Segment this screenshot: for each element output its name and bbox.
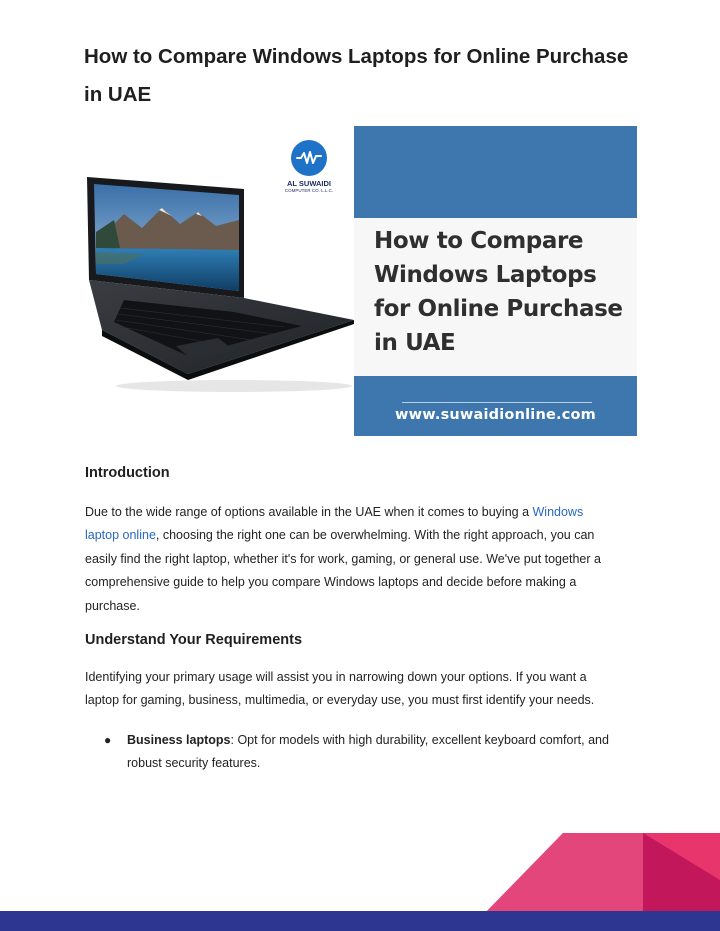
introduction-paragraph (85, 501, 645, 618)
page-title (84, 38, 654, 114)
hero-image (84, 124, 637, 436)
intro-text: comprehensive guide to help you compare Windows laptops and decide before making a (85, 575, 577, 590)
logo-name: AL SUWAIDI (286, 179, 332, 188)
footer-navy-bar (0, 911, 720, 931)
banner-headline-line: for Online Purchase (374, 296, 623, 322)
bullet-description: robust security features. (127, 756, 261, 771)
banner-headline-band (354, 218, 637, 376)
bullet-text (127, 729, 637, 776)
title-banner (354, 126, 637, 436)
banner-divider (402, 402, 592, 403)
intro-text: Due to the wide range of options available in the UAE when it comes to buying a (85, 505, 533, 519)
requirements-text: laptop for gaming, business, multimedia, or everyday use, you must first identify your needs. (85, 693, 595, 708)
page-title-line-2: in UAE (84, 83, 152, 106)
intro-text: , choosing the right one can be overwhelming. With the right approach, you can (155, 528, 595, 543)
banner-url: www.suwaidionline.com (395, 407, 596, 423)
requirements-paragraph (85, 666, 645, 713)
introduction-heading: Introduction (85, 465, 170, 481)
footer-pink-highlight (487, 833, 643, 911)
wave-logo-icon (291, 140, 327, 176)
bullet-description: : Opt for models with high durability, excellent keyboard comfort, and (230, 733, 609, 747)
footer-pink-shape (487, 833, 720, 911)
logo-subtitle: COMPUTER CO. L.L.C. (284, 188, 334, 193)
intro-text: purchase. (85, 598, 140, 613)
banner-headline-line: How to Compare (374, 228, 584, 254)
bullet-term: Business laptops (127, 733, 231, 747)
company-logo (280, 140, 338, 194)
bullet-icon: ● (104, 733, 112, 747)
requirements-heading: Understand Your Requirements (85, 632, 303, 648)
footer-magenta-shape (643, 833, 720, 911)
windows-laptop-link[interactable]: Windows laptop online (85, 505, 584, 543)
intro-text: easily find the right laptop, whether it's for work, gaming, or general use. We've put together a (85, 551, 601, 566)
page-title-line-1: How to Compare Windows Laptops for Online Purchase (84, 45, 629, 68)
banner-headline-line: Windows Laptops (374, 262, 597, 288)
requirements-text: Identifying your primary usage will assist you in narrowing down your options. If you want a (85, 670, 587, 684)
banner-headline-line: in UAE (374, 330, 456, 356)
